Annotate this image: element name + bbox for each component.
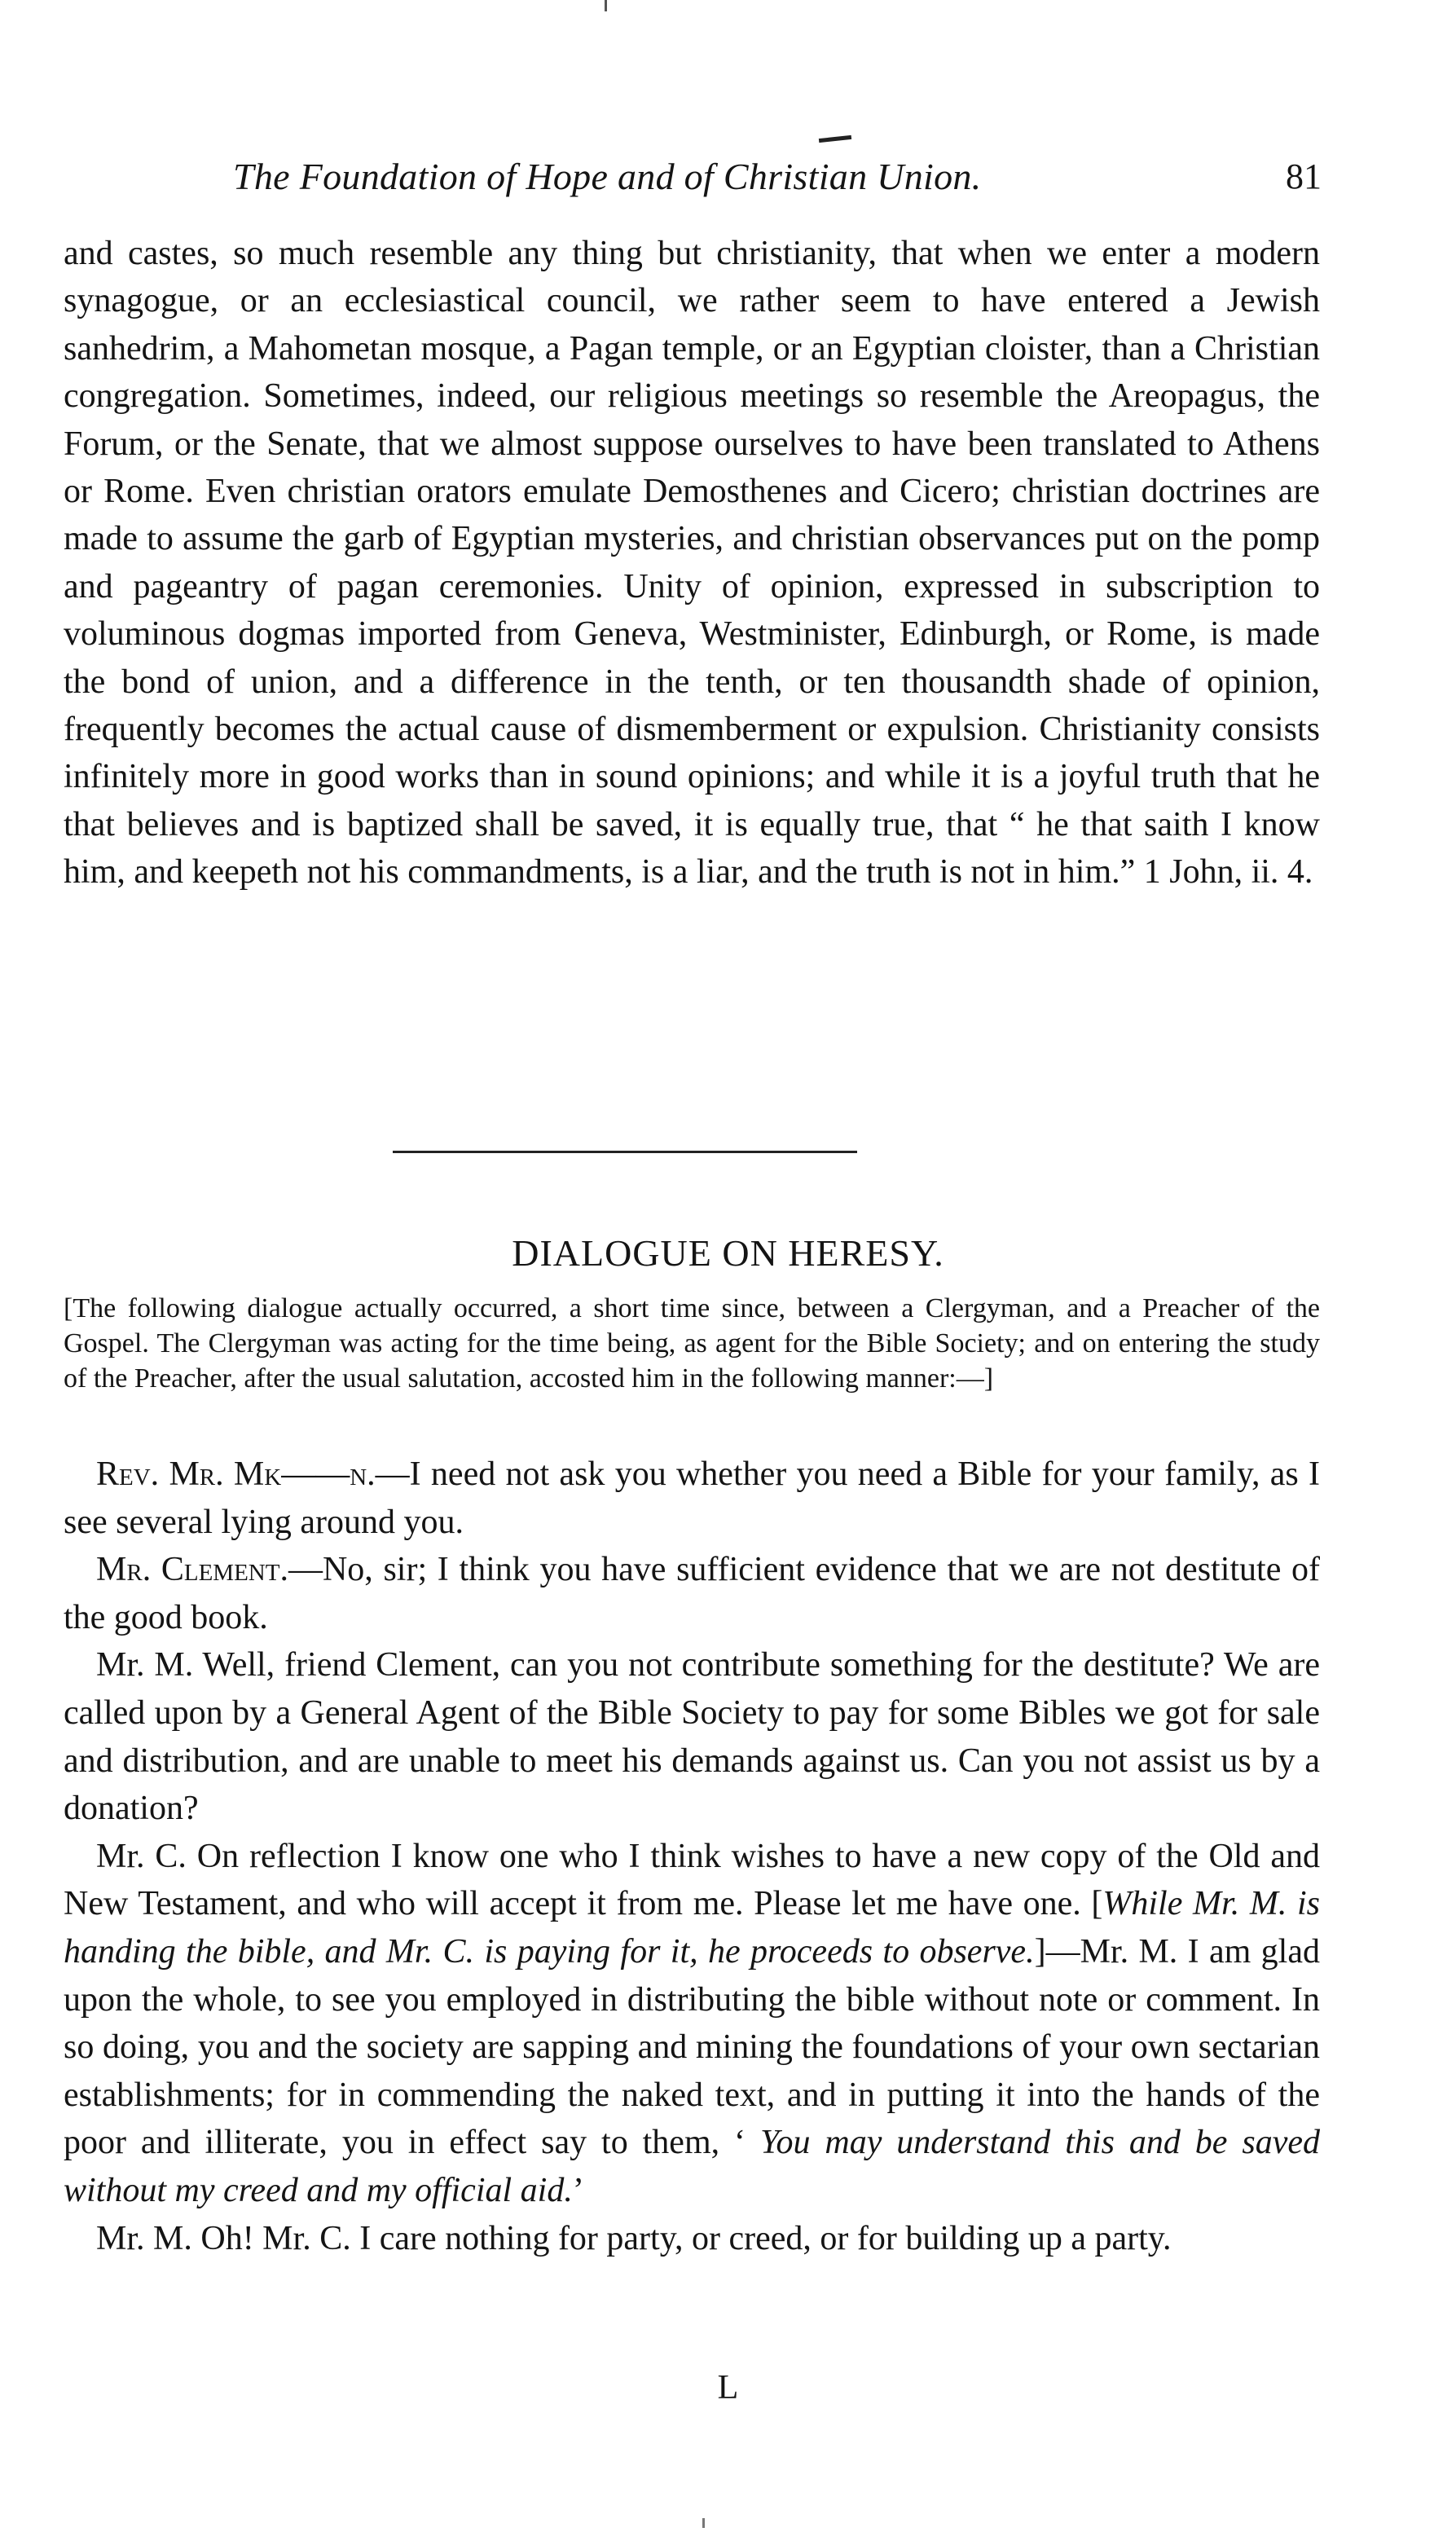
speech-text: Well, friend Clement, can you not contribute something for the destitute? We are called upon by a General Agent of the Bible Society to pay for some Bibles we got for sale and distribution, and are unable to meet his demands against us. Can you not assist us by a donation? — [64, 1646, 1320, 1828]
speech-text: —I need not ask you whether you need a Bible for your family, as I see several lying around you. — [64, 1455, 1321, 1541]
dialogue-line — [64, 1641, 1320, 1832]
speaker-name: Mr. Clement. — [96, 1551, 288, 1589]
speaker-name: Mr. M. — [96, 1646, 194, 1684]
speaker-name: Mr. C. — [96, 1837, 187, 1875]
dialogue-line — [64, 1546, 1320, 1641]
dialogue-line — [64, 1833, 1320, 2215]
section-divider — [393, 1151, 857, 1153]
speech-text: On reflection I know one who I think wishes to have a new copy of the Old and New Testament, and who will accept it from me. Please let me have one. [ — [64, 1837, 1320, 1923]
dialogue-line — [64, 1451, 1320, 1546]
speech-text: ]—Mr. M. I am glad upon the whole, to see you employed in distributing the bible without note or comment. In so doing, you and the society are sapping and mining the foundations of your own sectarian establishments; for in commending the naked text, and in putting it into the hands of the poor and illiterate, you in effect say to them, ‘ — [64, 1932, 1320, 2162]
speaker-name: Rev. Mr. Mk——n. — [96, 1455, 376, 1493]
quoted-speech: You may understand this and be saved without my creed and my official aid. — [64, 2124, 1320, 2209]
stage-direction: While Mr. M. is handing the bible, and Mr. C. is paying for it, he proceeds to observe. — [64, 1885, 1320, 1971]
speaker-name: Mr. M. — [96, 2219, 192, 2257]
speech-text: ’ — [572, 2171, 584, 2209]
running-head — [233, 148, 1322, 205]
running-title: The Foundation of Hope and of Christian Union. — [233, 156, 982, 197]
dialogue — [64, 1451, 1320, 2262]
ink-mark — [819, 135, 851, 143]
scan-mark-top — [605, 0, 607, 11]
continuation-paragraph: and castes, so much resemble any thing but christianity, that when we enter a modern synagogue, or an ecclesiastical council, we rather seem to have entered a Jewish sanhedrim, a Mahometan mosque, a Pagan temple, or an Egyptian cloister, than a Christian congregation. Sometimes, indeed, our religious meetings so resemble the Areopagus, the Forum, or the Senate, that we almost suppose ourselves to have been translated to Athens or Rome. Even christian orators emulate Demosthenes and Cicero; christian doctrines are made to assume the garb of Egyptian mysteries, and christian observances put on the pomp and pageantry of pagan ceremonies. Unity of opinion, expressed in subscription to voluminous dogmas imported from Geneva, Westminister, Edinburgh, or Rome, is made the bond of union, and a difference in the tenth, or ten thousandth shade of opinion, frequently becomes the actual cause of dismemberment or expulsion. Christianity consists infinitely more in good works than in sound opinions; and while it is a joyful truth that he that believes and is baptized shall be saved, it is equally true, that “ he that saith I know him, and keepeth not his commandments, is a liar, and the truth is not in him.” 1 John, ii. 4. — [64, 235, 1320, 892]
signature-mark: L — [717, 2369, 739, 2407]
scan-mark-bottom — [702, 2518, 705, 2528]
dialogue-line — [64, 2215, 1320, 2263]
page-number: 81 — [1286, 156, 1322, 196]
speech-text: —No, sir; I think you have sufficient evidence that we are not destitute of the good book. — [64, 1551, 1321, 1636]
dialogue-intro: [The following dialogue actually occurred, a short time since, between a Clergyman, and a Preacher of the Gospel. The Clergyman was acting for the time being, as agent for the Bible Society; and on entering the study of the Preacher, after the usual salutation, accosted him in the following manner:—] — [64, 1293, 1320, 1394]
speech-text: Oh! Mr. C. I care nothing for party, or creed, or for building up a party. — [191, 2219, 1172, 2257]
section-title: DIALOGUE ON HERESY. — [512, 1232, 944, 1274]
